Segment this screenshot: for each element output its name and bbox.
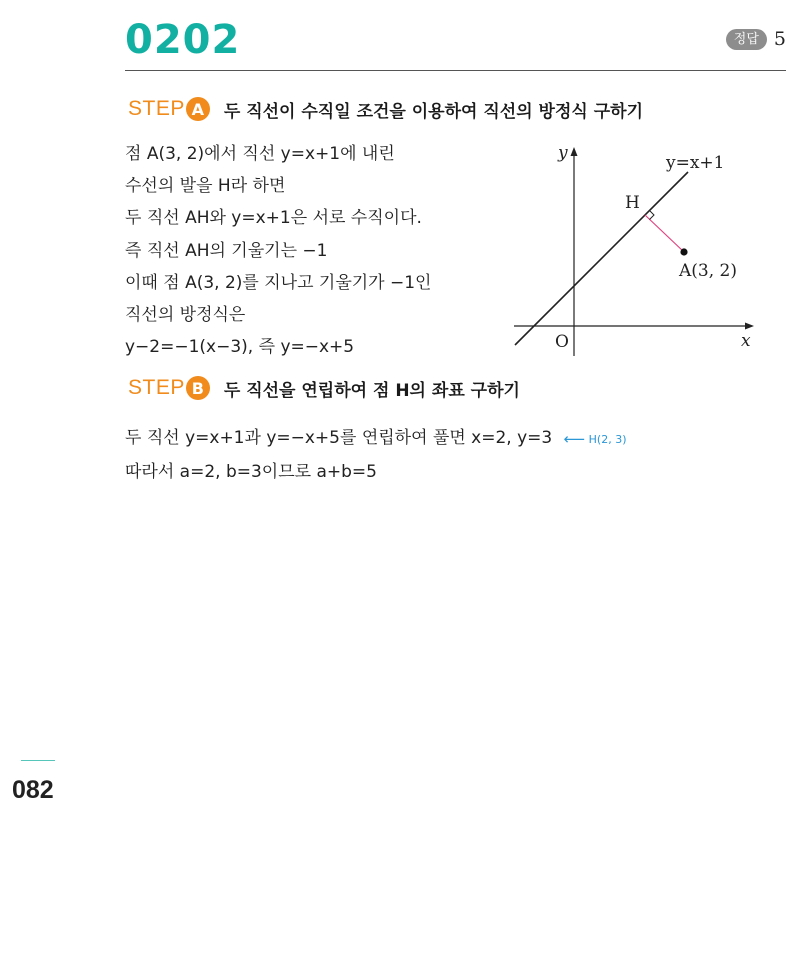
y-axis-arrow (571, 147, 578, 156)
solution-line: 직선의 방정식은 (125, 305, 246, 326)
x-axis-label: x (741, 331, 751, 351)
answer-badge: 정답 (726, 29, 767, 50)
perpendicular-segment (645, 215, 684, 252)
page-number: 082 (12, 776, 54, 804)
step-b-badge: B (186, 376, 210, 400)
annotation (563, 430, 627, 448)
solution-line: y−2=−1(x−3), 즉 y=−x+5 (125, 337, 355, 358)
answer (726, 28, 786, 50)
header-divider (125, 70, 786, 71)
solution-line: 이때 점 A(3, 2)를 지나고 기울기가 −1인 (125, 272, 432, 293)
step-b-title: 두 직선을 연립하여 점 H의 좌표 구하기 (223, 380, 520, 401)
annotation-text: H(2, 3) (588, 433, 627, 446)
left-arrow-icon: ⟵ (563, 430, 586, 448)
problem-number: 0202 (125, 17, 241, 63)
solution-line: 수선의 발을 H라 하면 (125, 176, 286, 197)
step-a-solution (125, 138, 505, 363)
origin-label: O (555, 332, 569, 352)
step-b-solution (125, 422, 627, 488)
point-a-label: A(3, 2) (679, 261, 737, 281)
step-b-heading (128, 374, 520, 402)
x-axis-arrow (745, 323, 754, 330)
right-angle-mark (650, 211, 655, 220)
solution-line-text: 두 직선 y=x+1과 y=−x+5를 연립하여 풀면 x=2, y=3 (125, 428, 553, 448)
solution-line: 따라서 a=2, b=3이므로 a+b=5 (125, 462, 377, 482)
step-a-title: 두 직선이 수직일 조건을 이용하여 직선의 방정식 구하기 (223, 101, 643, 122)
answer-value: 5 (773, 28, 786, 50)
step-a-badge: A (186, 97, 210, 121)
step-a-heading (128, 95, 643, 123)
step-label: STEP (128, 376, 185, 399)
step-label: STEP (128, 97, 185, 120)
line-label: y=x+1 (666, 153, 725, 173)
solution-line: 두 직선 AH와 y=x+1은 서로 수직이다. (125, 208, 422, 229)
line-y-equals-x-plus-1 (515, 172, 688, 345)
page-number-accent (21, 760, 55, 761)
solution-line: 점 A(3, 2)에서 직선 y=x+1에 내린 (125, 144, 395, 164)
y-axis-label: y (558, 143, 568, 163)
solution-line (125, 422, 627, 456)
solution-line: 즉 직선 AH의 기울기는 −1 (125, 240, 328, 261)
coordinate-graph (508, 134, 768, 364)
point-a (680, 248, 687, 255)
foot-label: H (625, 193, 640, 213)
